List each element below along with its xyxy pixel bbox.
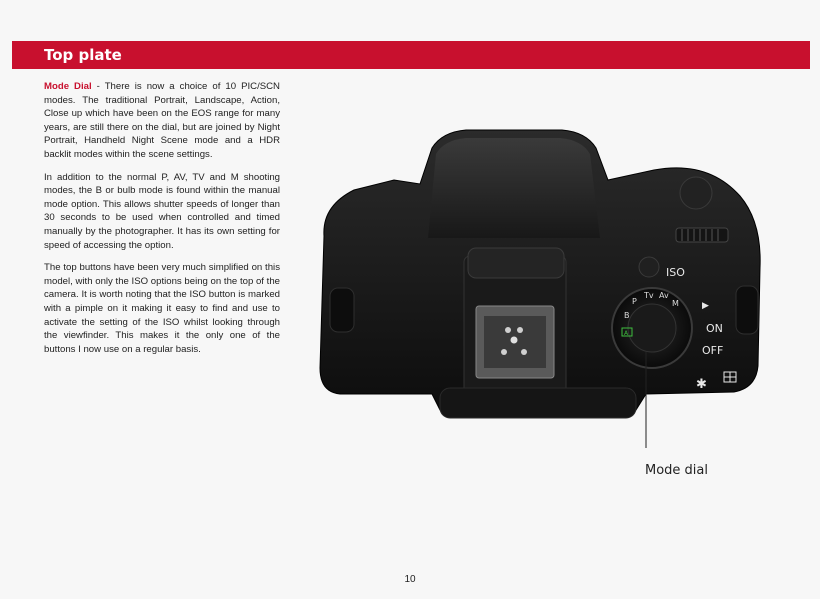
svg-text:B: B bbox=[624, 311, 630, 320]
article-body bbox=[44, 80, 280, 365]
on-label: ON bbox=[706, 322, 723, 335]
iso-label: ISO bbox=[666, 266, 685, 279]
svg-text:A: A bbox=[624, 330, 629, 337]
camera-top-view-image bbox=[316, 118, 766, 453]
paragraph-lead: Mode Dial bbox=[44, 81, 92, 92]
paragraph-shooting-modes: In addition to the normal P, AV, TV and M shooting modes, the B or bulb mode is found within the manual mode option. This allows shutter speeds of longer than 30 seconds to be used when controlled and timed manually by the photographer. It has its own setting for speed of accessing the option. bbox=[44, 171, 280, 251]
paragraph-text: - There is now a choice of 10 PIC/SCN modes. The traditional Portrait, Landscape, Action, Close up which have been on the EOS range for many years, are still there on the dial, but are joined by Night Portrait, Handheld Night Scene mode and a HDR backlit modes within the scene settings. bbox=[44, 81, 280, 160]
paragraph-top-buttons: The top buttons have been very much simplified on this model, with only the ISO options being on the top of the camera. It is worth noting that the ISO button is marked with a pimple on it making it easy to find and use to activate the setting of the ISO whilst looking through the viewfinder. This makes it the only one of the buttons I now use on a regular basis. bbox=[44, 262, 280, 355]
page-number: 10 bbox=[404, 574, 416, 585]
mode-dial-callout-label: Mode dial bbox=[645, 463, 708, 478]
svg-text:Tv: Tv bbox=[644, 291, 654, 300]
paragraph-mode-dial bbox=[44, 80, 280, 162]
camera-illustration bbox=[316, 118, 766, 448]
section-title: Top plate bbox=[44, 46, 122, 64]
svg-text:✱: ✱ bbox=[696, 377, 707, 392]
off-label: OFF bbox=[702, 344, 724, 357]
svg-text:▶: ▶ bbox=[702, 301, 709, 311]
svg-text:P: P bbox=[632, 297, 637, 306]
section-header-bar bbox=[12, 41, 810, 69]
svg-text:M: M bbox=[672, 299, 679, 308]
svg-text:Av: Av bbox=[659, 291, 669, 300]
